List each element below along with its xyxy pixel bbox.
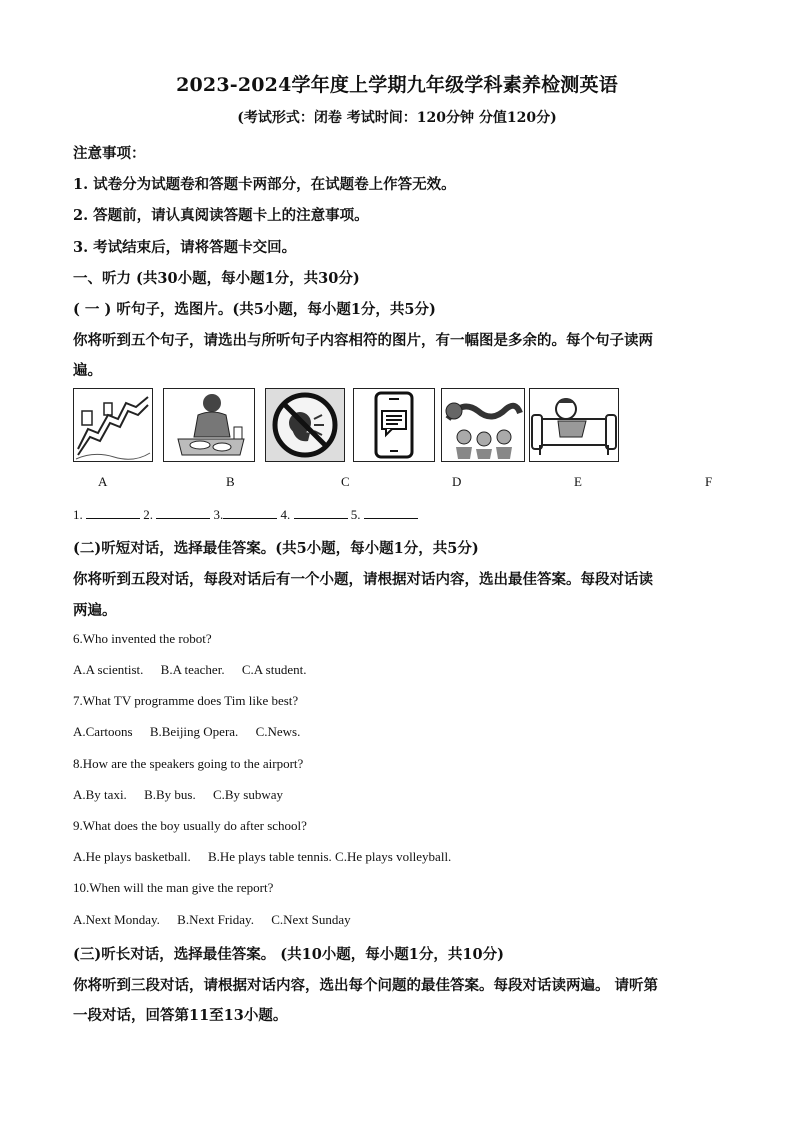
answer-number-5: 5. xyxy=(350,507,361,522)
notice-heading: 注意事项： xyxy=(73,145,146,162)
picture-label-c: C xyxy=(341,474,350,489)
picture-phone-message xyxy=(353,388,435,462)
exam-info: (考试形式：闭卷 考试时间：120分钟 分值120分) xyxy=(237,110,557,126)
answer-blank-3[interactable] xyxy=(223,507,277,519)
option-a[interactable]: A.By taxi. xyxy=(73,787,127,802)
question-7-stem: 7.What TV programme does Tim like best? xyxy=(73,693,299,708)
part1-instruction-line1: 你将听到五个句子，请选出与所听句子内容相符的图片，有一幅图是多余的。每个句子读两 xyxy=(73,332,653,349)
picture-label-b: B xyxy=(226,474,235,489)
answer-blanks xyxy=(73,507,418,523)
answer-blank-1[interactable] xyxy=(86,507,140,519)
question-8-options xyxy=(73,787,283,803)
picture-great-wall xyxy=(73,388,153,462)
option-b[interactable]: B.A teacher. xyxy=(160,662,225,677)
section-title: 一、听力 (共30小题，每小题1分，共30分) xyxy=(73,270,360,287)
option-b[interactable]: B.Next Friday. xyxy=(177,912,254,927)
part3-title: (三)听长对话，选择最佳答案。 (共10小题，每小题1分，共10分) xyxy=(73,946,504,963)
answer-blank-5[interactable] xyxy=(364,507,418,519)
picture-label-e: E xyxy=(574,474,582,489)
question-9-options xyxy=(73,849,451,865)
picture-washing-dishes xyxy=(163,388,255,462)
picture-options xyxy=(73,388,633,462)
option-c[interactable]: C.News. xyxy=(255,724,301,739)
option-c[interactable]: C.A student. xyxy=(241,662,307,677)
question-8-stem: 8.How are the speakers going to the airport? xyxy=(73,756,304,771)
answer-blank-2[interactable] xyxy=(156,507,210,519)
option-b[interactable]: B.By bus. xyxy=(144,787,196,802)
question-6-stem: 6.Who invented the robot? xyxy=(73,631,212,646)
option-c[interactable]: C.He plays volleyball. xyxy=(335,849,452,864)
picture-no-loud-talking xyxy=(265,388,345,462)
option-a[interactable]: A.He plays basketball. xyxy=(73,849,191,864)
answer-number-3: 3. xyxy=(213,507,224,522)
option-a[interactable]: A.Cartoons xyxy=(73,724,133,739)
part3-instruction-line2: 一段对话，回答第11至13小题。 xyxy=(73,1007,288,1024)
answer-number-4: 4. xyxy=(280,507,291,522)
question-10-stem: 10.When will the man give the report? xyxy=(73,880,274,895)
part2-title: (二)听短对话，选择最佳答案。(共5小题，每小题1分，共5分) xyxy=(73,540,479,557)
notice-item-3: 3. 考试结束后，请将答题卡交回。 xyxy=(73,239,297,256)
part2-instruction-line2: 两遍。 xyxy=(73,602,117,619)
answer-number-1: 1. xyxy=(73,507,83,522)
option-c[interactable]: C.By subway xyxy=(212,787,284,802)
part1-instruction-line2: 遍。 xyxy=(73,362,102,379)
picture-label-a: A xyxy=(98,474,108,489)
answer-number-2: 2. xyxy=(143,507,153,522)
option-b[interactable]: B.He plays table tennis. xyxy=(207,849,332,864)
question-10-options xyxy=(73,912,351,928)
question-6-options xyxy=(73,662,306,678)
question-9-stem: 9.What does the boy usually do after school? xyxy=(73,818,307,833)
picture-sofa-tired xyxy=(529,388,619,462)
picture-label-f: F xyxy=(705,474,713,489)
notice-item-2: 2. 答题前，请认真阅读答题卡上的注意事项。 xyxy=(73,207,369,224)
picture-label-d: D xyxy=(452,474,462,489)
option-b[interactable]: B.Beijing Opera. xyxy=(149,724,239,739)
option-a[interactable]: A.Next Monday. xyxy=(73,912,160,927)
question-7-options xyxy=(73,724,300,740)
part1-title: ( 一 ) 听句子，选图片。(共5小题，每小题1分，共5分) xyxy=(73,301,436,318)
answer-blank-4[interactable] xyxy=(294,507,348,519)
part2-instruction-line1: 你将听到五段对话，每段对话后有一个小题，请根据对话内容，选出最佳答案。每段对话读 xyxy=(73,571,653,588)
option-a[interactable]: A.A scientist. xyxy=(73,662,144,677)
notice-item-1: 1. 试卷分为试题卷和答题卡两部分，在试题卷上作答无效。 xyxy=(73,176,456,193)
picture-dragon-dance xyxy=(441,388,525,462)
page-title: 2023-2024学年度上学期九年级学科素养检测英语 xyxy=(176,74,618,96)
part3-instruction-line1: 你将听到三段对话，请根据对话内容，选出每个问题的最佳答案。每段对话读两遍。 请听第 xyxy=(73,977,659,994)
option-c[interactable]: C.Next Sunday xyxy=(271,912,351,927)
